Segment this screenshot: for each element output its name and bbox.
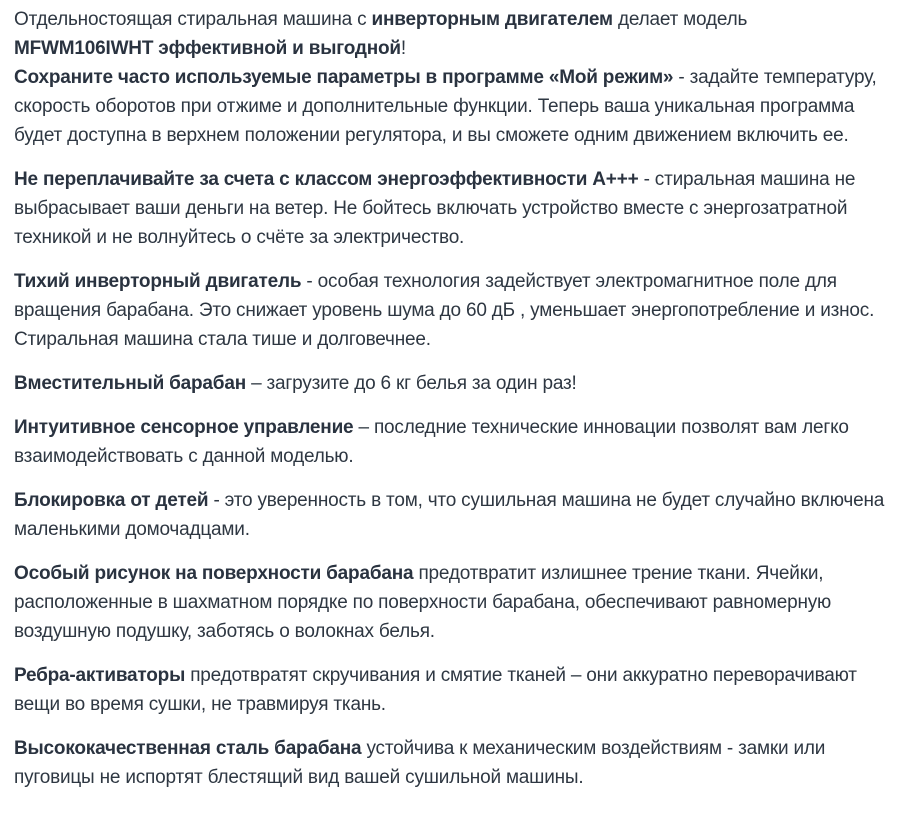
body-text: – загрузите до 6 кг белья за один раз!	[245, 373, 577, 394]
paragraph	[14, 413, 890, 471]
paragraph	[14, 267, 890, 354]
feature-title: Ребра-активаторы	[14, 665, 186, 686]
paragraph	[14, 165, 890, 252]
body-text: Отдельностоящая стиральная машина с	[14, 9, 372, 30]
feature-title: Особый рисунок на поверхности барабана	[14, 563, 414, 584]
body-text: делает модель	[612, 9, 748, 30]
feature-title: Не переплачивайте за счета с классом энергоэффективности А+++	[14, 169, 639, 190]
body-text: предотвратят скручивания и смятие тканей – они аккуратно переворачивают вещи во время сушки, не травмируя ткань.	[14, 665, 857, 715]
paragraph	[14, 63, 890, 150]
feature-title: Тихий инверторный двигатель	[14, 271, 302, 292]
feature-title: Блокировка от детей	[14, 490, 209, 511]
feature-title: MFWM106IWHT эффективной и выгодной	[14, 38, 401, 59]
paragraph-list	[14, 5, 890, 792]
paragraph	[14, 486, 890, 544]
body-text: - стиральная машина не выбрасывает ваши деньги на ветер. Не бойтесь включать устройство вместе с энергозатратной техникой и не волнуйтесь о счёте за электричество.	[14, 169, 856, 248]
body-text: - это уверенность в том, что сушильная машина не будет случайно включена маленькими домочадцами.	[14, 490, 885, 540]
body-text: – последние технические инновации позволят вам легко взаимодействовать с данной моделью.	[14, 417, 849, 467]
paragraph	[14, 734, 890, 792]
paragraph	[14, 559, 890, 646]
feature-title: Интуитивное сенсорное управление	[14, 417, 354, 438]
paragraph	[14, 5, 890, 63]
feature-title: Высококачественная сталь барабана	[14, 738, 362, 759]
paragraph	[14, 369, 890, 398]
paragraph	[14, 661, 890, 719]
body-text: - особая технология задействует электромагнитное поле для вращения барабана. Это снижает уровень шума до 60 дБ , уменьшает энергопотребление и износ. Стиральная машина стала тише и долговечнее.	[14, 271, 875, 350]
body-text: предотвратит излишнее трение ткани. Ячейки, расположенные в шахматном порядке по поверхности барабана, обеспечивают равномерную воздушную подушку, заботясь о волокнах белья.	[14, 563, 832, 642]
feature-title: инверторным двигателем	[371, 9, 613, 30]
body-text: устойчива к механическим воздействиям - замки или пуговицы не испортят блестящий вид вашей сушильной машины.	[14, 738, 826, 788]
body-text: !	[400, 38, 406, 59]
feature-title: Сохраните часто используемые параметры в программе «Мой режим»	[14, 67, 674, 88]
feature-title: Вместительный барабан	[14, 373, 246, 394]
body-text: - задайте температуру, скорость оборотов при отжиме и дополнительные функции. Теперь ваша уникальная программа будет доступна в верхнем положении регулятора, и вы сможете одним движением включить ее.	[14, 67, 877, 146]
